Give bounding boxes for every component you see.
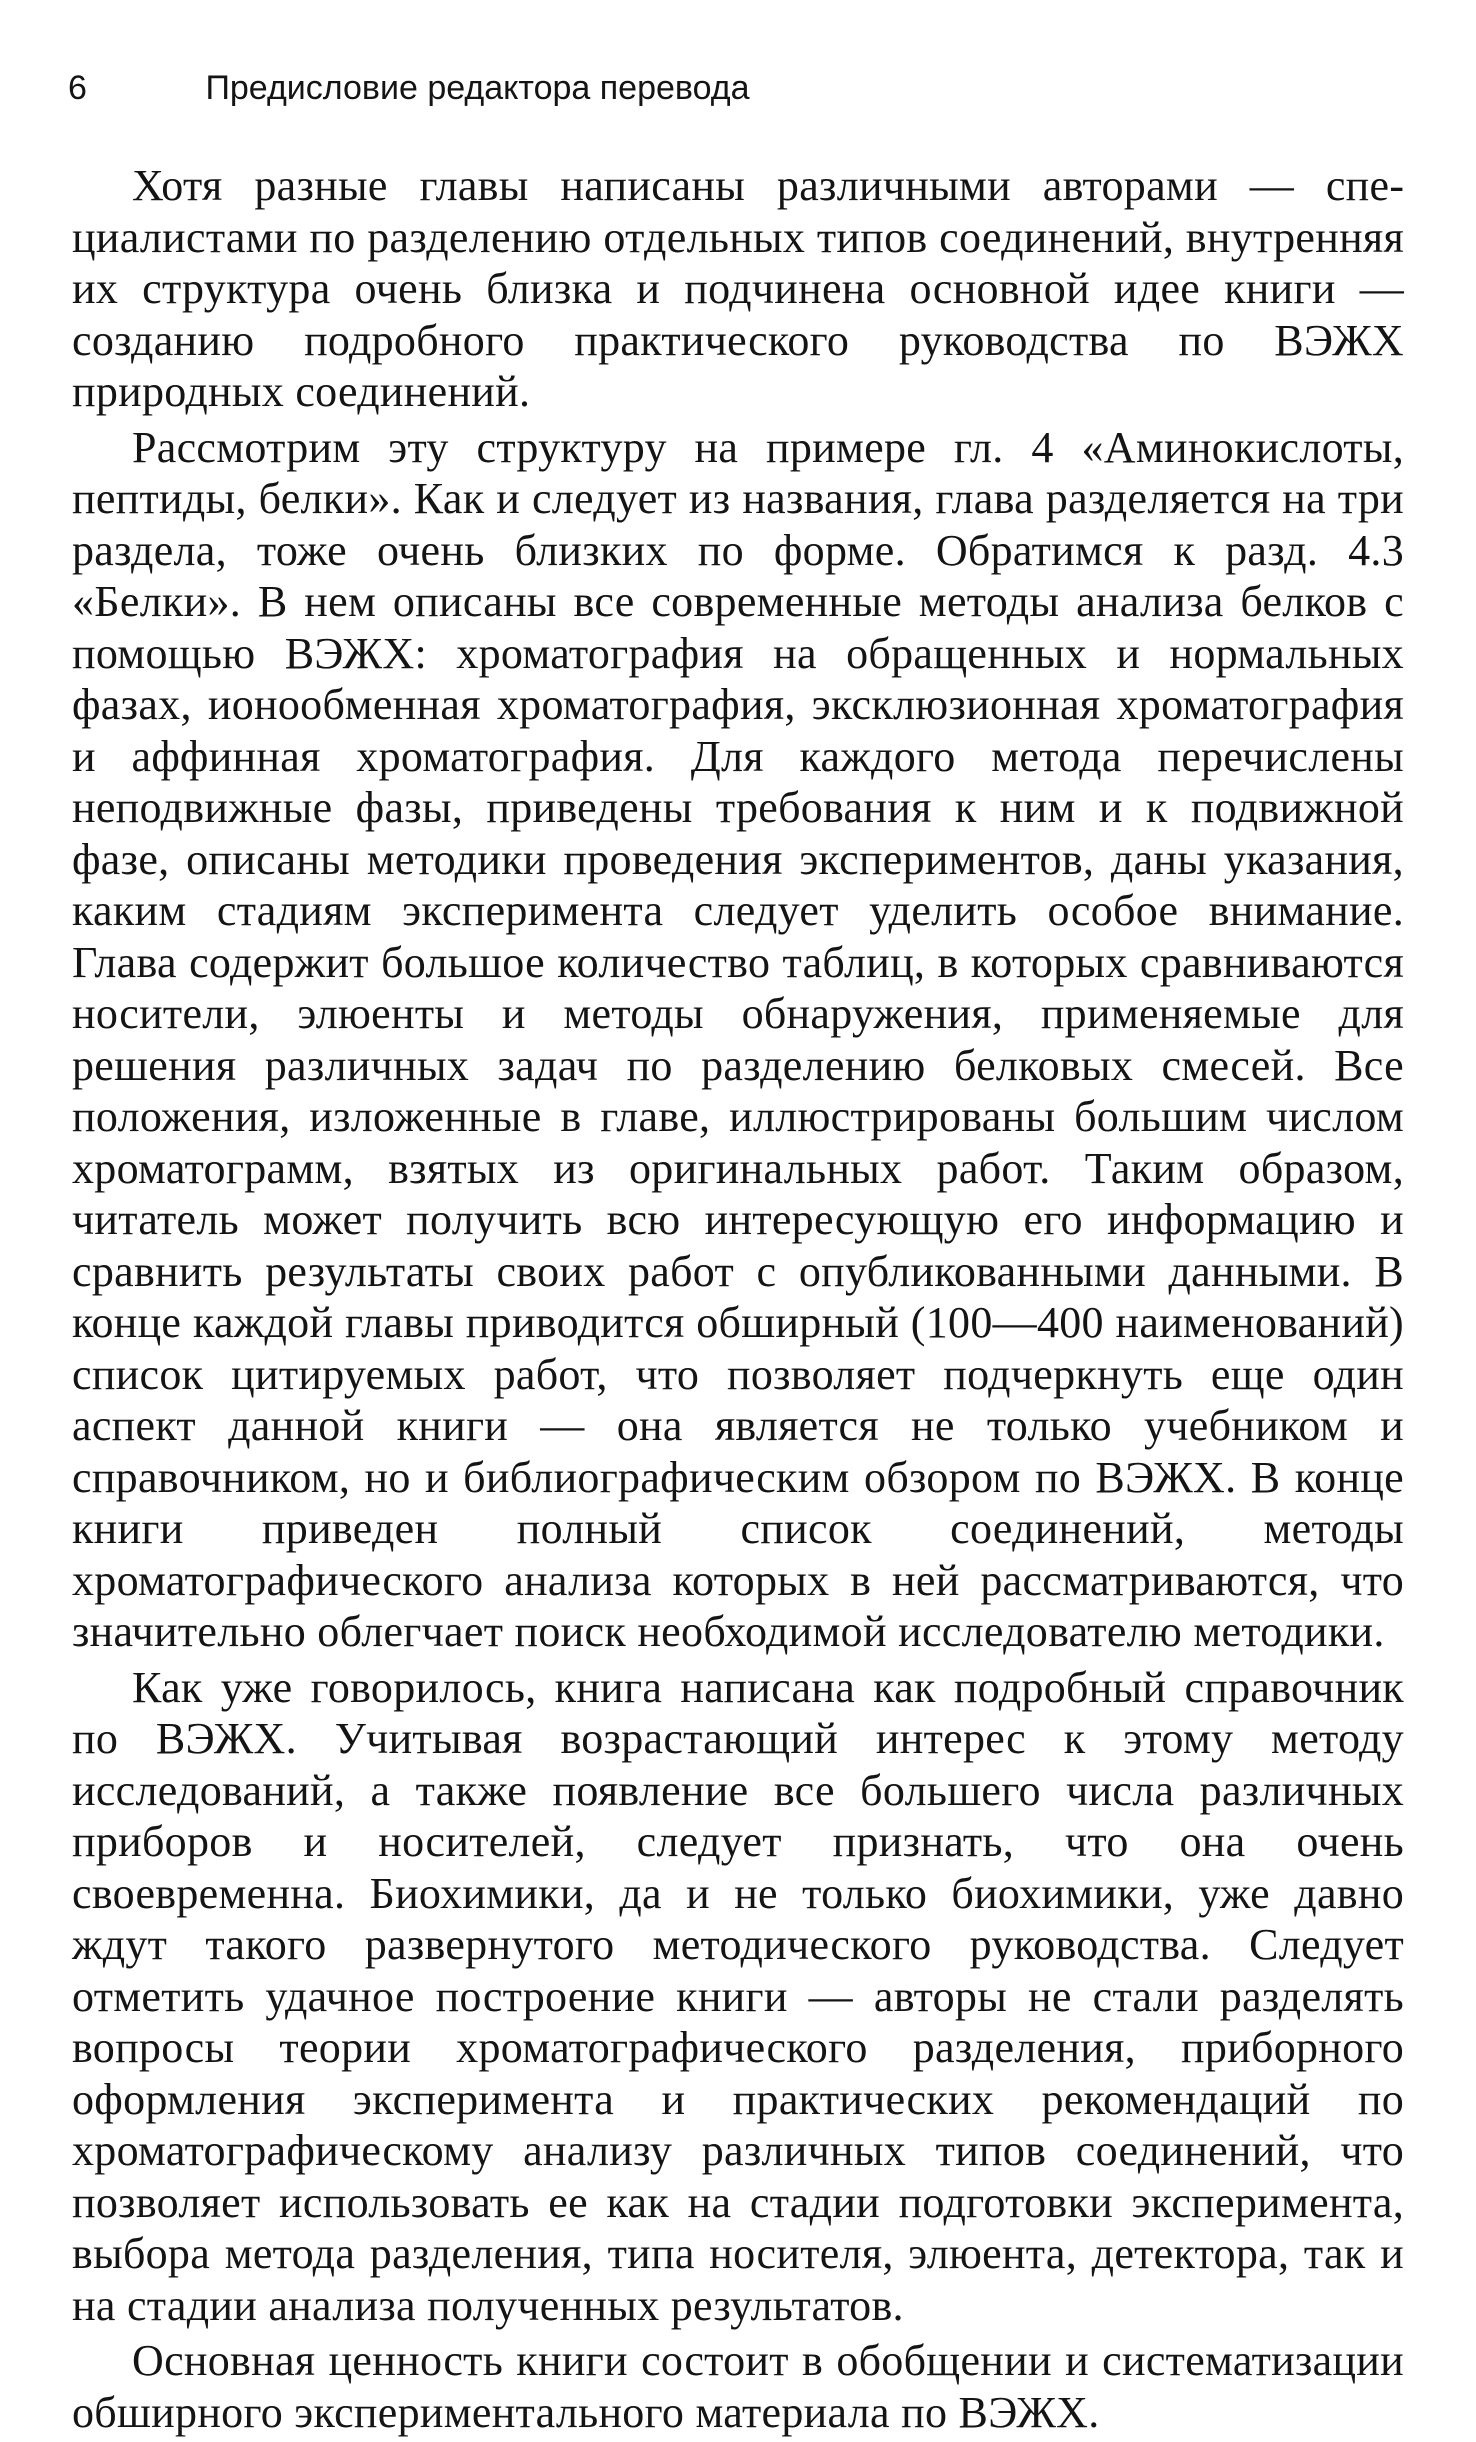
paragraph: Как уже говорилось, книга написана как подробный справочник по ВЭЖХ. Учитывая возрастающий интерес к этому методу исследований, а также появление все большего числа различных приборов и носителей, следует признать, что она очень своевременна. Биохимики, да и не только биохимики, уже давно ждут такого развернутого методического руководства. Следует отметить удачное построение книги — авторы не стали разделять вопросы теории хроматографического разделения, приборного оформления эксперимента и практических рекомендаций по хроматографическому анализу различных типов соединений, что позволяет использовать ее как на стадии подготовки эксперимента, выбора метода разделения, типа носителя, элюента, детектора, так и на стадии анализа полученных результатов. xyxy=(72,1662,1404,2330)
paragraph: Хотя разные главы написаны различными авторами — специалистами по разделению отдельных типов соединений, внутренняя их структура очень близка и подчинена основной идее книги — созданию подробного практического руководства по ВЭЖХ природных соединений. xyxy=(72,161,1404,416)
page-header xyxy=(68,64,1408,112)
page-number: 6 xyxy=(68,69,87,107)
body-text xyxy=(72,160,1404,2442)
paragraph: Основная ценность книги состоит в обобщении и систематизации обширного экспериментального материала по ВЭЖХ. xyxy=(72,2336,1404,2437)
paragraph: Рассмотрим эту структуру на примере гл. 4 «Аминокислоты, пептиды, белки». Как и следует из названия, глава разделяется на три раздела, тоже очень близких по форме. Обратимся к разд. 4.3 «Белки». В нем описаны все современные методы анализа белков с помощью ВЭЖХ: хроматография на обращенных и нормальных фазах, ионообменная хроматография, эксклюзионная хроматография и аффинная хроматография. Для каждого метода перечислены неподвижные фазы, приведены требования к ним и к подвижной фазе, описаны методики проведения экспериментов, даны указания, каким стадиям эксперимента следует уделить особое внимание. Глава содержит большое количество таблиц, в которых сравниваются носители, элюенты и методы обнаружения, применяемые для решения различных задач по разделению белковых смесей. Все положения, изложенные в главе, иллюстрированы большим числом хроматограмм, взятых из оригинальных работ. Таким образом, читатель может получить всю интересующую его информацию и сравнить результаты своих работ с опубликованными данными. В конце каждой главы приводится обширный (100—400 наименований) список цитируемых работ, что позволяет подчеркнуть еще один аспект данной книги — она является не только учебником и справочником, но и библиографическим обзором по ВЭЖХ. В конце книги приведен полный список соединений, методы хроматографического анализа которых в ней рассматриваются, что значительно облегчает поиск необходимой исследователю методики. xyxy=(72,422,1404,1656)
running-title: Предисловие редактора перевода xyxy=(205,69,750,107)
